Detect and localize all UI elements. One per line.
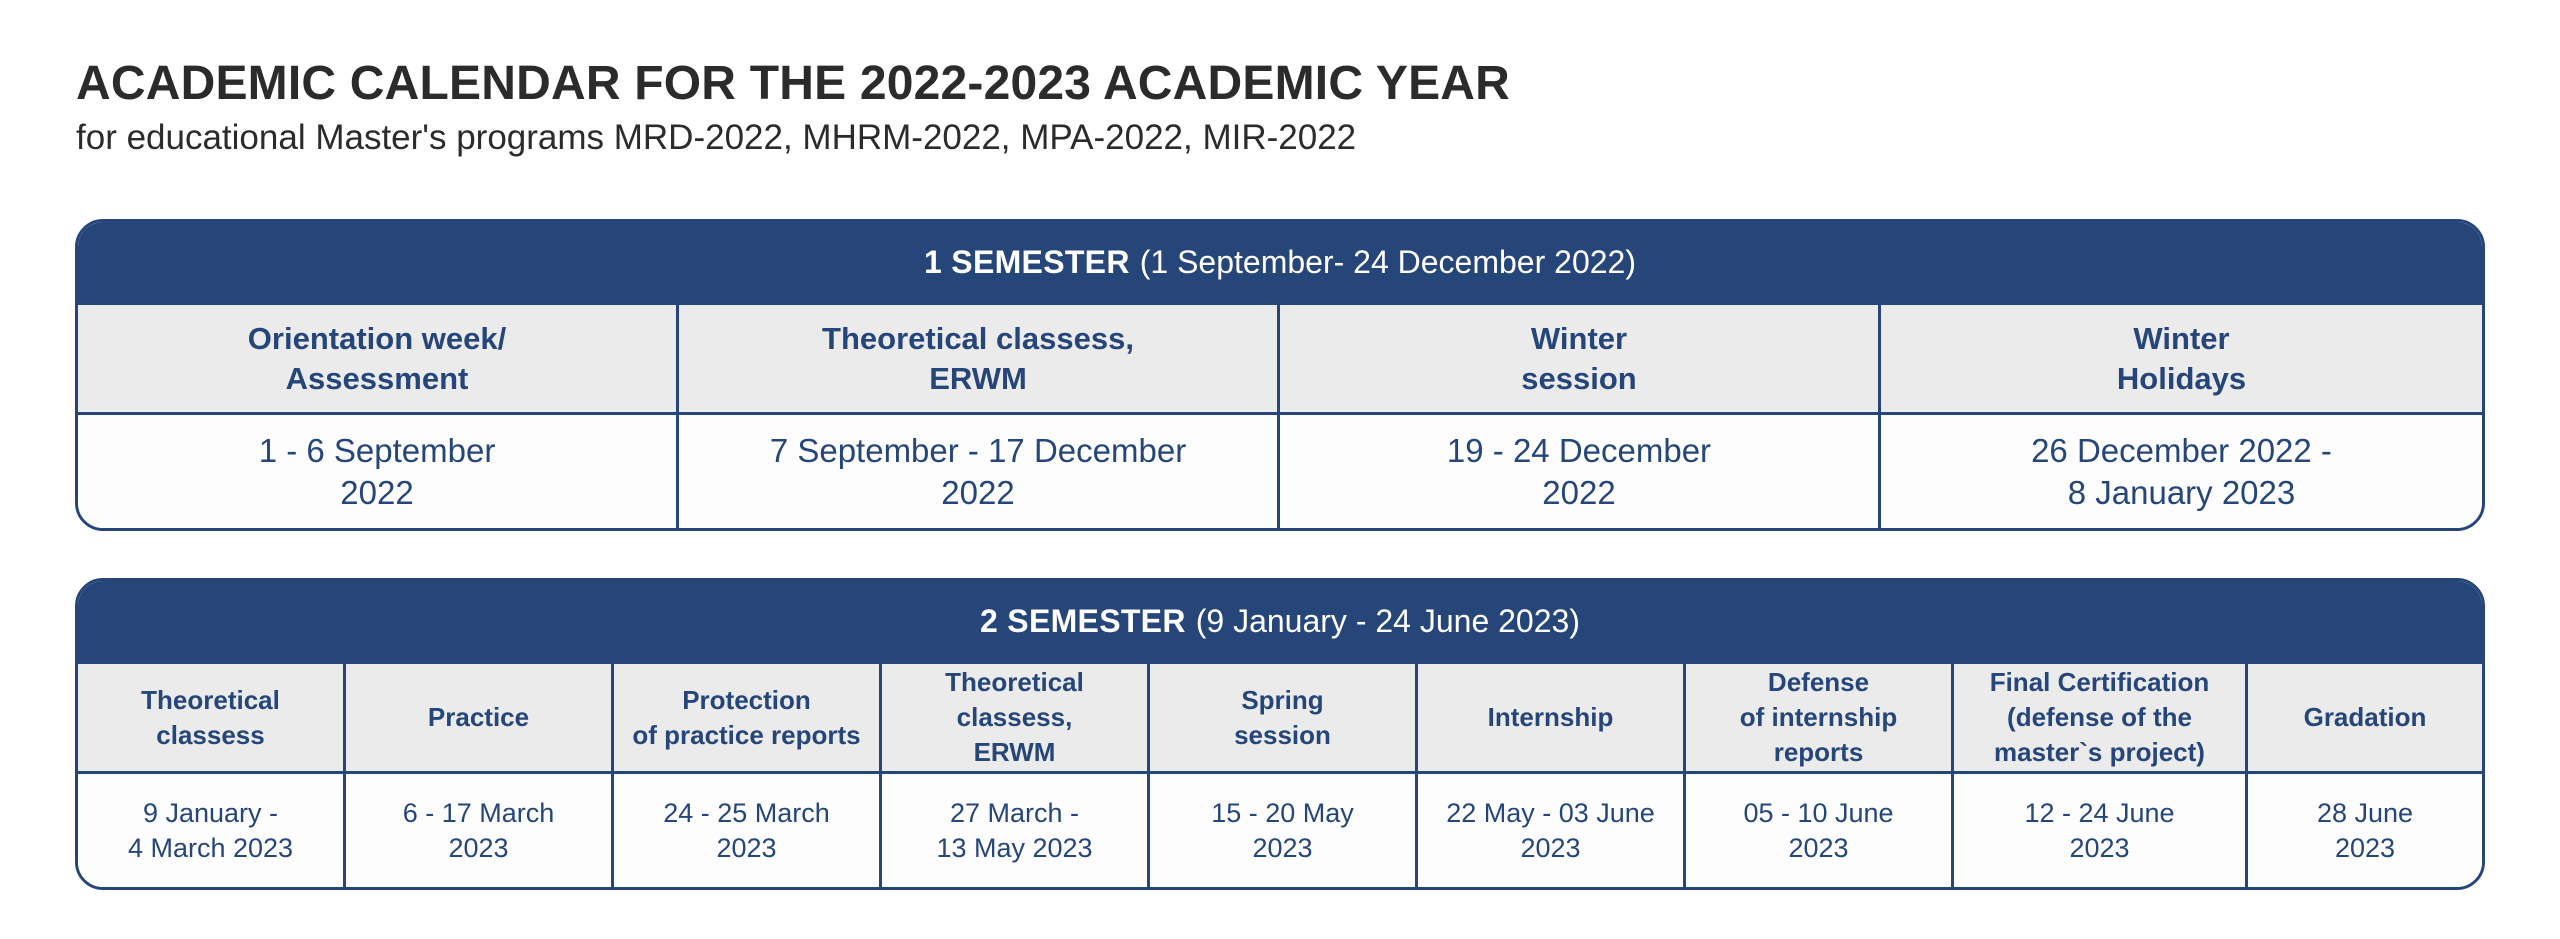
semester-2-date-cell <box>614 774 882 887</box>
semester-2-column-header <box>78 664 346 774</box>
semester-1-column-header <box>1280 305 1881 415</box>
semester-1-column-header <box>1881 305 2482 415</box>
semester-2-date-cell <box>78 774 346 887</box>
semester-2-column-header <box>614 664 882 774</box>
date-range-value: 05 - 10 June 2023 <box>1743 797 1894 863</box>
column-header-label: Winter Holidays <box>2116 320 2247 396</box>
column-header-label: Winter session <box>1521 320 1637 396</box>
semester-2-column-header <box>2248 664 2482 774</box>
semester-1-date-cell <box>1280 415 1881 528</box>
semester-1-date-cell <box>679 415 1280 528</box>
semester-2-table <box>75 578 2485 890</box>
column-header-label: Gradation <box>2303 702 2427 732</box>
semester-1-table <box>75 219 2485 531</box>
semester-2-name: 2 SEMESTER <box>980 602 1186 639</box>
semester-2-date-cell <box>1954 774 2248 887</box>
date-range-value: 19 - 24 December 2022 <box>1446 431 1712 511</box>
date-range-value: 6 - 17 March 2023 <box>402 797 555 863</box>
semester-1-date-cell <box>78 415 679 528</box>
semester-2-column-header <box>1686 664 1954 774</box>
semester-2-date-cell <box>1150 774 1418 887</box>
semester-2-column-header <box>1954 664 2248 774</box>
semester-1-column-header <box>679 305 1280 415</box>
column-header-label: Theoretical classess <box>141 684 280 750</box>
date-range-value: 7 September - 17 December 2022 <box>769 431 1187 511</box>
semester-2-date-cell <box>346 774 614 887</box>
semester-1-name: 1 SEMESTER <box>924 243 1130 280</box>
column-header-label: Theoretical classess, ERWM <box>945 667 1084 767</box>
date-range-value: 22 May - 03 June 2023 <box>1446 797 1655 863</box>
column-header-label: Internship <box>1487 702 1614 732</box>
date-range-value: 9 January - 4 March 2023 <box>127 797 294 863</box>
semester-2-date-cell <box>1418 774 1686 887</box>
semester-2-date-cell <box>2248 774 2482 887</box>
column-header-label: Final Certification (defense of the master`s project) <box>1989 667 2210 767</box>
column-header-label: Practice <box>427 702 530 732</box>
semester-1-range: (1 September- 24 December 2022) <box>1139 243 1636 280</box>
semester-2-column-header <box>1418 664 1686 774</box>
date-range-value: 26 December 2022 - 8 January 2023 <box>2031 431 2332 511</box>
column-header-label: Protection of practice reports <box>632 684 861 750</box>
page-subtitle: for educational Master's programs MRD-2022, MHRM-2022, MPA-2022, MIR-2022 <box>76 118 1357 157</box>
semester-1-header <box>78 222 2482 305</box>
semester-2-column-header <box>346 664 614 774</box>
date-range-value: 1 - 6 September 2022 <box>258 431 496 511</box>
date-range-value: 28 June 2023 <box>2316 797 2414 863</box>
column-header-label: Defense of internship reports <box>1739 667 1898 767</box>
page-title: ACADEMIC CALENDAR FOR THE 2022-2023 ACADEMIC YEAR <box>76 57 1511 110</box>
semester-2-grid <box>78 664 2482 887</box>
semester-2-range: (9 January - 24 June 2023) <box>1195 602 1580 639</box>
semester-1-column-header <box>78 305 679 415</box>
semester-2-column-header <box>882 664 1150 774</box>
column-header-label: Orientation week/ Assessment <box>247 320 507 396</box>
semester-1-grid <box>78 305 2482 528</box>
semester-2-header <box>78 581 2482 664</box>
semester-2-date-cell <box>882 774 1150 887</box>
semester-2-column-header <box>1150 664 1418 774</box>
date-range-value: 15 - 20 May 2023 <box>1211 797 1354 863</box>
column-header-label: Theoretical classess, ERWM <box>822 320 1134 396</box>
date-range-value: 24 - 25 March 2023 <box>663 797 830 863</box>
date-range-value: 27 March - 13 May 2023 <box>936 797 1093 863</box>
date-range-value: 12 - 24 June 2023 <box>2024 797 2175 863</box>
column-header-label: Spring session <box>1234 684 1331 750</box>
semester-1-date-cell <box>1881 415 2482 528</box>
semester-2-date-cell <box>1686 774 1954 887</box>
